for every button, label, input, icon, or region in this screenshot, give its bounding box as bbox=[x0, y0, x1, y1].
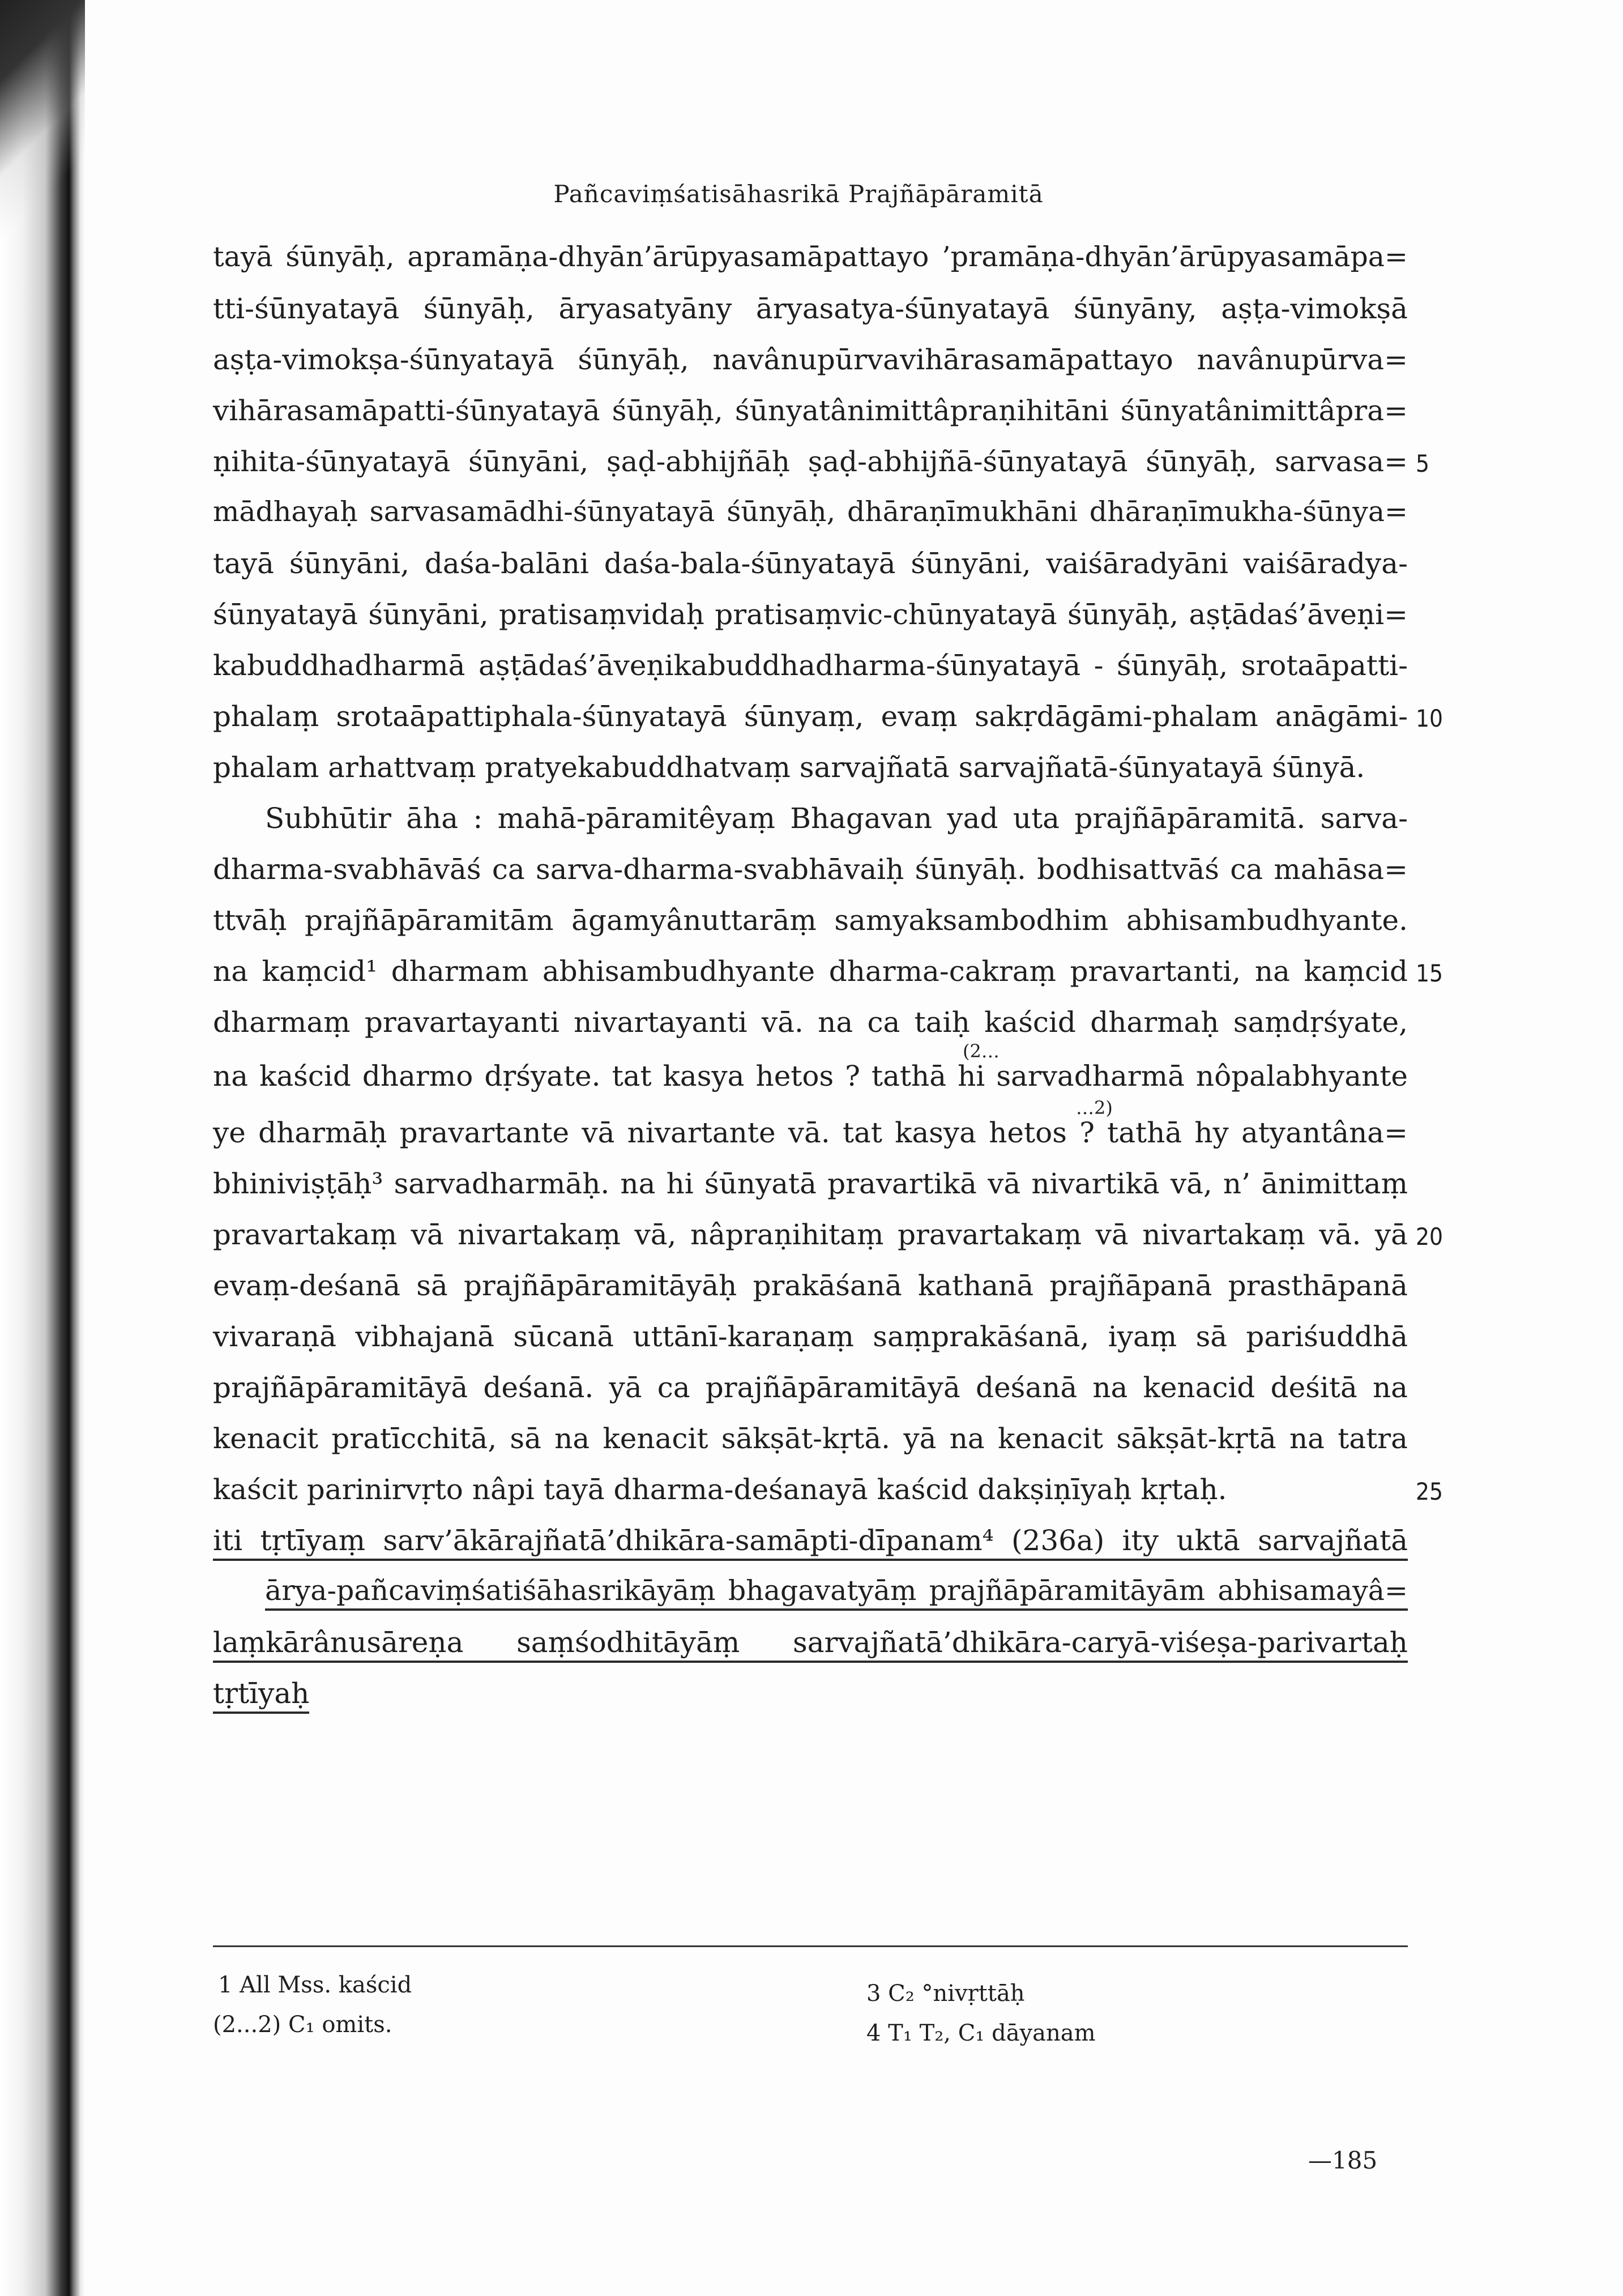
text-line-9: kabuddhadharmā aṣṭādaś’āveṇikabuddhadharma-śūnyatayā - śūnyāḥ, srotaāpatti- bbox=[213, 649, 1408, 682]
text-line-17: na kaścid dharmo dṛśyate. tat kasya hetos ? tathā hi sarvadharmā nôpalabhyante bbox=[213, 1060, 1408, 1092]
text-line-19: bhiniviṣṭāḥ³ sarvadharmāḥ. na hi śūnyatā pravartikā vā nivartikā vā, n’ ānimittaṃ bbox=[213, 1167, 1408, 1200]
line-number-5: 5 bbox=[1416, 450, 1430, 477]
footnote-4: 4 T₁ T₂, C₁ dāyanam bbox=[866, 2020, 1096, 2046]
line-number-15: 15 bbox=[1416, 959, 1443, 987]
text-line-16: dharmaṃ pravartayanti nivartayanti vā. na ca taiḥ kaścid dharmaḥ saṃdṛśyate, bbox=[213, 1006, 1408, 1039]
footnote-2: (2...2) C₁ omits. bbox=[213, 2012, 392, 2038]
colophon-line-1: iti tṛtīyaṃ sarv’ākārajñatā’dhikāra-samāpti-dīpanam⁴ (236a) ity uktā sarvajñatā bbox=[213, 1526, 1408, 1555]
binding-shadow bbox=[0, 0, 85, 2296]
text-line-5: ṇihita-śūnyatayā śūnyāni, ṣaḍ-abhijñāḥ ṣaḍ-abhijñā-śūnyatayā śūnyāḥ, sarvasa= bbox=[213, 445, 1408, 478]
text-line-25: kaścit parinirvṛto nâpi tayā dharma-deśanayā kaścid dakṣiṇīyaḥ kṛtaḥ. bbox=[213, 1473, 1227, 1506]
line-number-25: 25 bbox=[1416, 1478, 1443, 1505]
text-line-10: phalaṃ srotaāpattiphala-śūnyatayā śūnyaṃ, evaṃ sakṛdāgāmi-phalam anāgāmi- bbox=[213, 700, 1408, 733]
text-line-8: śūnyatayā śūnyāni, pratisaṃvidaḥ pratisaṃvic-chūnyatayā śūnyāḥ, aṣṭādaś’āveṇi= bbox=[213, 598, 1408, 631]
omission-mark-close: …2) bbox=[1076, 1097, 1113, 1119]
text-line-23: prajñāpāramitāyā deśanā. yā ca prajñāpāramitāyā deśanā na kenacid deśitā na bbox=[213, 1371, 1408, 1404]
page-number: —185 bbox=[1308, 2146, 1378, 2174]
text-line-4: vihārasamāpatti-śūnyatayā śūnyāḥ, śūnyatânimittâpraṇihitāni śūnyatânimittâpra= bbox=[213, 394, 1408, 427]
colophon-line-3: laṃkārânusāreṇa saṃśodhitāyāṃ sarvajñatā’dhikāra-caryā-viśeṣa-parivartaḥ bbox=[213, 1628, 1408, 1657]
footnote-3: 3 C₂ °nivṛttāḥ bbox=[866, 1981, 1025, 2007]
text-line-20: pravartakaṃ vā nivartakaṃ vā, nâpraṇihitaṃ pravartakaṃ vā nivartakaṃ vā. yā bbox=[213, 1218, 1408, 1251]
text-line-24: kenacit pratīcchitā, sā na kenacit sākṣāt-kṛtā. yā na kenacit sākṣāt-kṛtā na tatra bbox=[213, 1422, 1408, 1455]
footnote-rule bbox=[213, 1945, 1408, 1947]
colophon-line-4: tṛtīyaḥ bbox=[213, 1679, 1408, 1708]
colophon-line-2: ārya-pañcaviṃśatiśāhasrikāyāṃ bhagavatyāṃ prajñāpāramitāyām abhisamayâ= bbox=[265, 1577, 1408, 1605]
text-line-1: tayā śūnyāḥ, apramāṇa-dhyān’ārūpyasamāpattayo ’pramāṇa-dhyān’ārūpyasamāpa= bbox=[213, 241, 1408, 273]
text-line-13: dharma-svabhāvāś ca sarva-dharma-svabhāvaiḥ śūnyāḥ. bodhisattvāś ca mahāsa= bbox=[213, 853, 1408, 886]
text-line-3: aṣṭa-vimokṣa-śūnyatayā śūnyāḥ, navânupūrvavihārasamāpattayo navânupūrva= bbox=[213, 343, 1408, 376]
text-line-7: tayā śūnyāni, daśa-balāni daśa-bala-śūnyatayā śūnyāni, vaiśāradyāni vaiśāradya- bbox=[213, 547, 1408, 580]
text-line-15: na kaṃcid¹ dharmam abhisambudhyante dharma-cakraṃ pravartanti, na kaṃcid bbox=[213, 955, 1408, 988]
text-line-18: ye dharmāḥ pravartante vā nivartante vā. tat kasya hetos ? tathā hy atyantâna= bbox=[213, 1116, 1408, 1149]
text-line-2: tti-śūnyatayā śūnyāḥ, āryasatyāny āryasatya-śūnyatayā śūnyāny, aṣṭa-vimokṣā bbox=[213, 292, 1408, 325]
text-line-14: ttvāḥ prajñāpāramitām āgamyânuttarāṃ samyaksambodhim abhisambudhyante. bbox=[213, 904, 1408, 937]
text-line-11: phalam arhattvaṃ pratyekabuddhatvaṃ sarvajñatā sarvajñatā-śūnyatayā śūnyā. bbox=[213, 751, 1365, 784]
footnote-1: 1 All Mss. kaścid bbox=[218, 1972, 412, 1998]
scan-corner-shadow bbox=[0, 0, 85, 238]
line-number-20: 20 bbox=[1416, 1223, 1443, 1251]
text-line-21: evaṃ-deśanā sā prajñāpāramitāyāḥ prakāśanā kathanā prajñāpanā prasthāpanā bbox=[213, 1269, 1408, 1302]
text-line-12: Subhūtir āha : mahā-pāramitêyaṃ Bhagavan yad uta prajñāpāramitā. sarva- bbox=[265, 802, 1408, 835]
line-number-10: 10 bbox=[1416, 705, 1443, 732]
omission-mark-open: (2… bbox=[963, 1040, 1000, 1062]
running-head: Pañcaviṃśatisāhasrikā Prajñāpāramitā bbox=[553, 180, 1044, 208]
text-line-22: vivaraṇā vibhajanā sūcanā uttānī-karaṇaṃ saṃprakāśanā, iyaṃ sā pariśuddhā bbox=[213, 1320, 1408, 1353]
text-line-6: mādhayaḥ sarvasamādhi-śūnyatayā śūnyāḥ, dhāraṇīmukhāni dhāraṇīmukha-śūnya= bbox=[213, 496, 1408, 528]
